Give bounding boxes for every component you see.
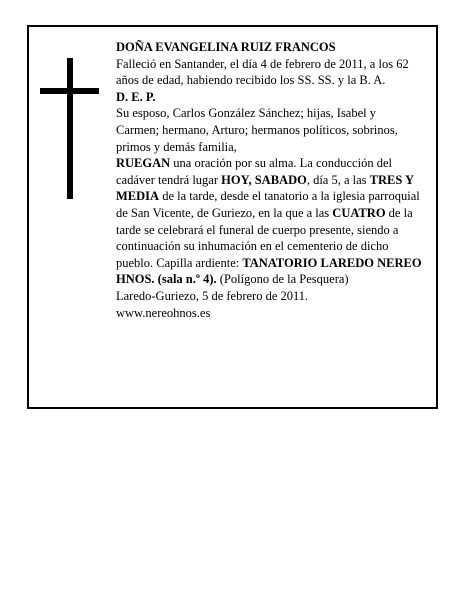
dep-line: D. E. P. — [116, 89, 156, 104]
funeral-text-3: de la tarde, desde el tanatorio a la iglesia parroquial de San Vicente, de Guriezo, en la que a las — [116, 189, 420, 220]
place-date: Laredo-Guriezo, 5 de febrero de 2011. — [116, 288, 309, 303]
cross-icon — [40, 58, 99, 199]
day-text: HOY, SABADO — [221, 172, 307, 187]
chapel-name: TANATORIO LAREDO NEREO HNOS. (sala n.º 4). — [116, 255, 422, 287]
funeral-text-2: , día 5, a las — [306, 172, 370, 187]
cross-vertical-bar — [67, 58, 73, 199]
funeral-time-text: CUATRO — [332, 205, 386, 220]
notice-body — [116, 39, 422, 321]
chapel-location: (Polígono de la Pesquera) — [216, 272, 349, 287]
website-text: www.nereohnos.es — [116, 305, 211, 320]
cross-horizontal-bar — [40, 88, 99, 94]
time-text: TRES Y MEDIA — [116, 172, 414, 204]
ruegan-text: RUEGAN — [116, 156, 171, 171]
funeral-details — [116, 155, 422, 288]
obituary-notice — [27, 25, 438, 409]
funeral-text-4: de la tarde se celebrará el funeral de cuerpo presente, siendo a continuación su inhumación en el cementerio de dicho pueblo. Capilla ardiente: — [116, 205, 413, 270]
death-statement: Falleció en Santander, el día 4 de febrero de 2011, a los 62 años de edad, habiendo recibido los SS. SS. y la B. A. — [116, 56, 409, 88]
deceased-name: DOÑA EVANGELINA RUIZ FRANCOS — [116, 40, 336, 54]
funeral-text-1: una oración por su alma. La conducción del cadáver tendrá lugar — [116, 156, 392, 187]
family-list: Su esposo, Carlos González Sánchez; hijas, Isabel y Carmen; hermano, Arturo; hermanos políticos, sobrinos, primos y demás familia, — [116, 106, 398, 154]
